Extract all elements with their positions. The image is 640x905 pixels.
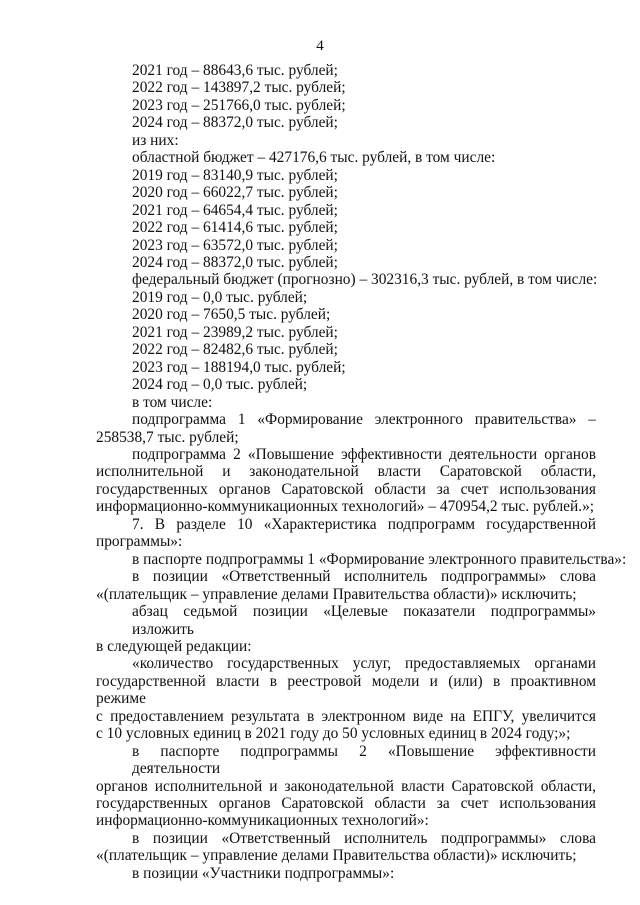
regional-budget-heading: областной бюджет – 427176,6 тыс. рублей, в том числе: [132, 149, 496, 167]
participants-line: в позиции «Участники подпрограммы»: [132, 864, 395, 882]
responsible2-line: «(плательщик – управление делами Правительства области)» исключить; [96, 847, 577, 865]
federal-budget-block [96, 271, 596, 393]
passport2-line: государственных органов Саратовской области за счет использования [96, 795, 596, 813]
quantity-paragraph [96, 655, 596, 742]
year-line: 2022 год – 61414,6 тыс. рублей; [132, 219, 338, 237]
federal-budget-heading: федеральный бюджет (прогнозно) – 302316,3 тыс. рублей, в том числе: [132, 271, 598, 289]
quantity-line: с предоставлением результата в электронном виде на ЕПГУ, увеличится [96, 707, 596, 725]
year-line: 2024 год – 0,0 тыс. рублей; [132, 376, 308, 394]
passport1-line: в паспорте подпрограммы 1 «Формирование электронного правительства»: [132, 550, 627, 568]
year-line: 2021 год – 23989,2 тыс. рублей; [132, 323, 338, 341]
year-line: 2021 год – 64654,4 тыс. рублей; [132, 201, 338, 219]
responsible1-line: в позиции «Ответственный исполнитель подпрограммы» слова [132, 568, 596, 586]
passport2-line: органов исполнительной и законодательной власти Саратовской области, [96, 777, 596, 795]
regional-budget-block [96, 149, 596, 271]
year-line: 2024 год – 88372,0 тыс. рублей; [132, 114, 338, 132]
quantity-line: государственной власти в реестровой модели и (или) в проактивном режиме [96, 672, 596, 708]
subprogram2-line: исполнительной и законодательной власти Саратовской области, [96, 463, 596, 481]
subprogram2-line: информационно-коммуникационных технологий» – 470954,2 тыс. рублей.»; [96, 498, 595, 516]
responsible2-paragraph [96, 830, 596, 865]
year-line: 2020 год – 66022,7 тыс. рублей; [132, 184, 338, 202]
quantity-line: с 10 условных единиц в 2021 году до 50 условных единиц в 2024 году;»; [96, 725, 571, 743]
year-line: 2021 год – 88643,6 тыс. рублей; [132, 62, 338, 79]
including-label: в том числе: [132, 393, 213, 411]
quantity-line: «количество государственных услуг, предоставляемых органами [132, 655, 596, 673]
passport2-line: информационно-коммуникационных технологий»: [96, 812, 429, 830]
subprogram2-line: подпрограмма 2 «Повышение эффективности деятельности органов [132, 445, 596, 463]
passport2-line: в паспорте подпрограммы 2 «Повышение эффективности деятельности [132, 742, 596, 778]
year-line: 2019 год – 83140,9 тыс. рублей; [132, 166, 338, 184]
year-line: 2022 год – 143897,2 тыс. рублей; [132, 79, 346, 97]
subprogram1-paragraph [96, 411, 596, 446]
year-line: 2023 год – 188194,0 тыс. рублей; [132, 358, 346, 376]
paragraph7-line: абзац седьмой позиции «Целевые показатели подпрограммы» изложить [132, 603, 596, 638]
paragraph7-block [96, 603, 596, 655]
item7-line: 7. В разделе 10 «Характеристика подпрограмм государственной [132, 515, 596, 533]
year-line: 2024 год – 88372,0 тыс. рублей; [132, 253, 338, 271]
subprogram2-line: государственных органов Саратовской области за счет использования [96, 480, 596, 498]
subprogram1-line: 258538,7 тыс. рублей; [96, 428, 239, 446]
item7-line: программы»: [96, 533, 183, 551]
document-body [96, 62, 627, 882]
total-years-tail [96, 62, 596, 132]
year-line: 2022 год – 82482,6 тыс. рублей; [132, 341, 338, 359]
year-line: 2020 год – 7650,5 тыс. рублей; [132, 306, 331, 324]
of-them-label: из них: [132, 131, 179, 149]
page-number: 4 [316, 38, 324, 54]
responsible1-line: «(плательщик – управление делами Правительства области)» исключить; [96, 585, 577, 603]
responsible2-line: в позиции «Ответственный исполнитель подпрограммы» слова [132, 829, 596, 847]
year-line: 2023 год – 251766,0 тыс. рублей; [132, 96, 346, 114]
subprogram1-line: подпрограмма 1 «Формирование электронного правительства» – [132, 411, 596, 429]
responsible1-paragraph [96, 568, 596, 603]
item7-paragraph [96, 516, 596, 551]
paragraph7-line: в следующей редакции: [96, 637, 252, 655]
year-line: 2023 год – 63572,0 тыс. рублей; [132, 236, 338, 254]
year-line: 2019 год – 0,0 тыс. рублей; [132, 288, 308, 306]
subprogram2-paragraph [96, 446, 596, 516]
passport2-paragraph [96, 743, 596, 830]
